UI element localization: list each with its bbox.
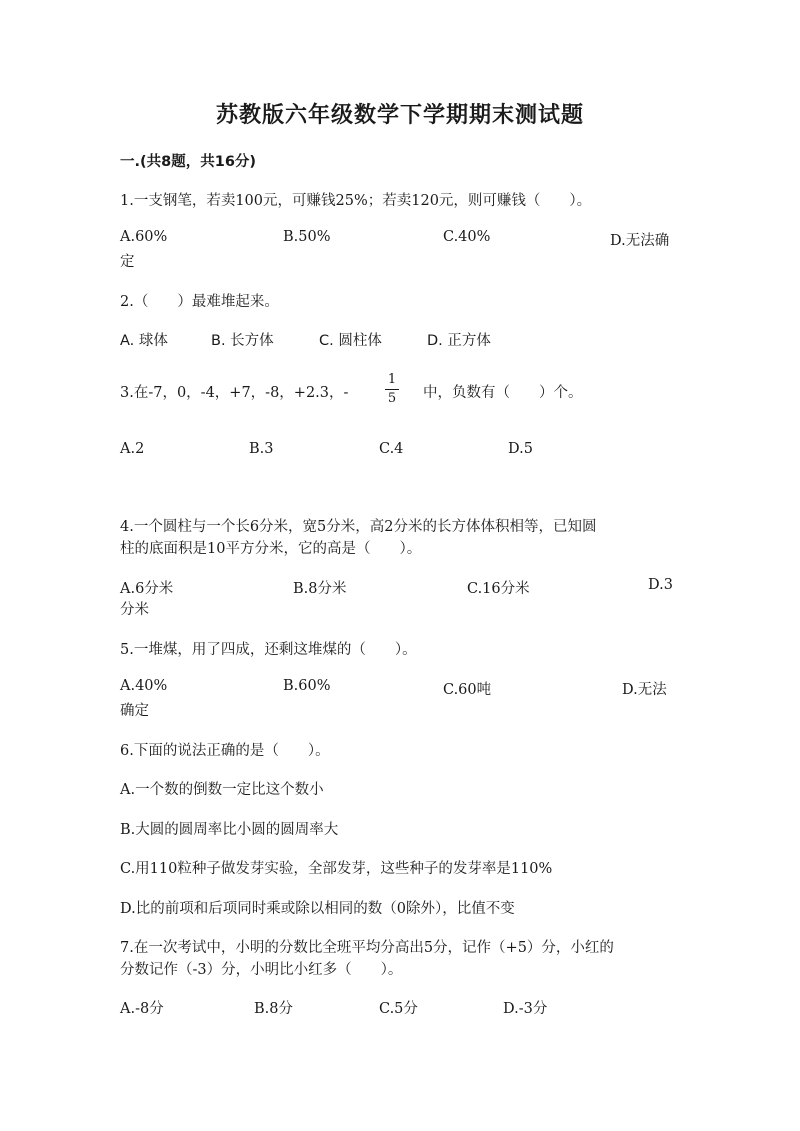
option-d: D.无法确 xyxy=(610,233,670,249)
option-b: B. 长方体 xyxy=(211,333,274,349)
option-b: B.8分 xyxy=(254,1001,293,1017)
option-d-continued: 确定 xyxy=(120,703,149,719)
option-a: A.40% xyxy=(120,678,168,694)
question-stem: 6.下面的说法正确的是（ ）。 xyxy=(120,743,330,759)
section-heading: 一.(共8题，共16分) xyxy=(120,154,257,170)
option-c: C.60吨 xyxy=(443,682,492,698)
option-b: B.60% xyxy=(283,678,331,694)
option-a: A.60% xyxy=(120,229,168,245)
option-d: D.比的前项和后项同时乘或除以相同的数（0除外），比值不变 xyxy=(120,901,515,917)
question-stem: 5.一堆煤，用了四成，还剩这堆煤的（ ）。 xyxy=(120,642,417,658)
question-stem-part-2: 中，负数有（ ）个。 xyxy=(423,385,583,401)
option-a: A.-8分 xyxy=(120,1001,164,1017)
option-b: B.大圆的圆周率比小圆的圆周率大 xyxy=(120,822,339,838)
question-stem: 1.一支钢笔，若卖100元，可赚钱25%；若卖120元，则可赚钱（ ）。 xyxy=(120,193,592,209)
option-d-continued: 分米 xyxy=(120,602,149,618)
fraction xyxy=(385,372,399,407)
question-stem-line-1: 7.在一次考试中，小明的分数比全班平均分高出5分，记作（+5）分，小红的 xyxy=(120,940,614,956)
option-a: A.一个数的倒数一定比这个数小 xyxy=(120,782,324,798)
option-c: C. 圆柱体 xyxy=(319,333,382,349)
fraction-numerator: 1 xyxy=(387,372,397,387)
option-c: C.用110粒种子做发芽实验，全部发芽，这些种子的发芽率是110% xyxy=(120,861,553,877)
fraction-denominator: 5 xyxy=(387,391,397,406)
option-c: C.5分 xyxy=(379,1001,418,1017)
question-stem-line-1: 4.一个圆柱与一个长6分米，宽5分米，高2分米的长方体体积相等，已知圆 xyxy=(120,519,597,535)
question-stem: 2.（ ）最难堆起来。 xyxy=(120,294,279,310)
option-a: A.2 xyxy=(120,441,145,457)
option-d: D.5 xyxy=(508,441,533,457)
option-d: D.3 xyxy=(648,577,673,593)
question-stem-line-2: 柱的底面积是10平方分米，它的高是（ ）。 xyxy=(120,541,422,557)
option-b: B.3 xyxy=(249,441,274,457)
option-d: D.无法 xyxy=(622,682,667,698)
option-c: C.40% xyxy=(443,229,491,245)
question-stem-line-2: 分数记作（-3）分，小明比小红多（ ）。 xyxy=(120,962,403,978)
page-title: 苏教版六年级数学下学期期末测试题 xyxy=(215,103,584,128)
option-b: B.8分米 xyxy=(293,581,347,597)
option-a: A.6分米 xyxy=(120,581,174,597)
option-c: C.4 xyxy=(379,441,404,457)
option-b: B.50% xyxy=(283,229,331,245)
option-d-continued: 定 xyxy=(120,254,135,270)
option-d: D. 正方体 xyxy=(427,333,491,349)
question-stem-part-1: 3.在-7，0，-4，+7，-8，+2.3，- xyxy=(120,385,349,401)
option-c: C.16分米 xyxy=(467,581,530,597)
fraction-bar xyxy=(385,389,399,390)
option-d: D.-3分 xyxy=(503,1001,548,1017)
option-a: A. 球体 xyxy=(120,333,168,349)
